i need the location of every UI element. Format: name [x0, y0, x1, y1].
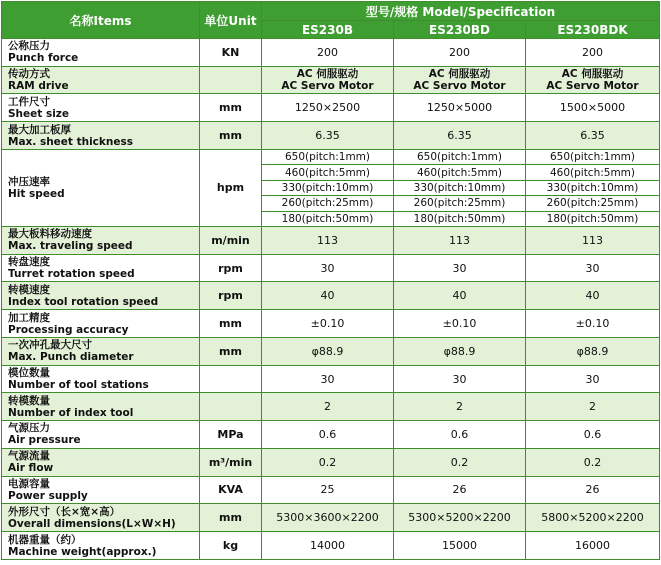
value-line: AC 伺服驱动 — [561, 68, 624, 81]
model-header-es230bdk: ES230BDK — [526, 21, 660, 39]
item-name-en: Max. sheet thickness — [8, 135, 133, 148]
hit-speed-value: 260(pitch:25mm) — [262, 196, 394, 211]
unit-cell: mm — [200, 310, 262, 338]
spec-grid — [1, 1, 660, 560]
item-name-en: Machine weight(approx.) — [8, 545, 157, 558]
unit-cell: mm — [200, 94, 262, 122]
table-row — [2, 282, 660, 310]
unit-cell: KVA — [200, 476, 262, 504]
unit-cell — [200, 393, 262, 421]
item-label — [2, 149, 200, 226]
value-line: AC Servo Motor — [546, 80, 639, 93]
value-cell: 40 — [394, 282, 526, 310]
item-name-en: Index tool rotation speed — [8, 295, 159, 308]
item-name-en: Number of tool stations — [8, 379, 149, 391]
item-name-en: Hit speed — [8, 187, 65, 200]
hit-speed-value: 180(pitch:50mm) — [526, 211, 660, 226]
table-row — [2, 448, 660, 476]
value-cell: 40 — [526, 282, 660, 310]
value-cell: 1500×5000 — [526, 94, 660, 122]
item-label — [2, 282, 200, 310]
value-cell: 26 — [394, 476, 526, 504]
hit-speed-value: 650(pitch:1mm) — [262, 149, 394, 164]
item-name-en: RAM drive — [8, 80, 69, 93]
item-label — [2, 393, 200, 421]
value-cell — [526, 66, 660, 94]
table-row — [2, 337, 660, 365]
table-row — [2, 476, 660, 504]
item-name-en: Air flow — [8, 462, 54, 475]
item-name-en: Punch force — [8, 52, 79, 65]
value-cell: 40 — [262, 282, 394, 310]
item-name-zh: 最大板料移动速度 — [8, 228, 92, 241]
item-name-zh: 转模速度 — [8, 283, 50, 296]
value-cell: 14000 — [262, 532, 394, 560]
item-name-zh: 转盘速度 — [8, 256, 50, 269]
value-cell: ±0.10 — [394, 310, 526, 338]
item-label — [2, 504, 200, 532]
value-cell: 200 — [262, 39, 394, 67]
item-name-zh: 外形尺寸（长×宽×高） — [8, 505, 121, 518]
item-name-en: Power supply — [8, 489, 88, 502]
specification-table — [1, 1, 659, 560]
value-cell: ±0.10 — [262, 310, 394, 338]
unit-header: 单位Unit — [200, 2, 262, 39]
value-cell: φ88.9 — [394, 337, 526, 365]
value-cell: 30 — [262, 254, 394, 282]
value-cell: 15000 — [394, 532, 526, 560]
item-name-zh: 公称压力 — [8, 40, 50, 53]
unit-cell: m³/min — [200, 448, 262, 476]
table-row — [2, 365, 660, 393]
value-cell: 16000 — [526, 532, 660, 560]
value-cell: 113 — [526, 226, 660, 254]
item-name-en: Air pressure — [8, 434, 81, 447]
hit-speed-value: 650(pitch:1mm) — [526, 149, 660, 164]
value-cell: 30 — [526, 254, 660, 282]
table-row — [2, 421, 660, 449]
hit-speed-row — [2, 149, 660, 164]
item-label — [2, 421, 200, 449]
item-label — [2, 254, 200, 282]
value-line: AC 伺服驱动 — [428, 68, 491, 81]
item-label — [2, 310, 200, 338]
value-line: AC Servo Motor — [281, 80, 374, 93]
item-name-zh: 一次冲孔最大尺寸 — [8, 339, 92, 352]
value-cell: 6.35 — [262, 122, 394, 150]
table-row — [2, 254, 660, 282]
item-name-zh: 气源流量 — [8, 450, 50, 463]
value-line: AC 伺服驱动 — [296, 68, 359, 81]
item-name-zh: 机器重量（约） — [8, 533, 82, 546]
item-label — [2, 476, 200, 504]
value-cell: 2 — [526, 393, 660, 421]
value-cell: 25 — [262, 476, 394, 504]
value-line: AC Servo Motor — [413, 80, 506, 93]
item-name-en: Processing accuracy — [8, 323, 129, 336]
value-cell: 113 — [262, 226, 394, 254]
value-cell: 30 — [526, 365, 660, 393]
item-name-zh: 冲压速率 — [8, 175, 50, 188]
hit-speed-value: 180(pitch:50mm) — [262, 211, 394, 226]
unit-cell: KN — [200, 39, 262, 67]
value-cell: 200 — [526, 39, 660, 67]
item-name-zh: 转模数量 — [8, 394, 50, 407]
value-cell: 26 — [526, 476, 660, 504]
hit-speed-value: 260(pitch:25mm) — [394, 196, 526, 211]
table-row — [2, 66, 660, 94]
unit-cell: MPa — [200, 421, 262, 449]
value-cell: 5800×5200×2200 — [526, 504, 660, 532]
unit-cell: mm — [200, 122, 262, 150]
hit-speed-value: 330(pitch:10mm) — [526, 180, 660, 195]
unit-cell: m/min — [200, 226, 262, 254]
unit-cell — [200, 66, 262, 94]
item-name-en: Overall dimensions(L×W×H) — [8, 517, 176, 530]
value-cell: 1250×2500 — [262, 94, 394, 122]
value-cell: ±0.10 — [526, 310, 660, 338]
table-row — [2, 94, 660, 122]
value-cell — [394, 66, 526, 94]
value-cell: 0.6 — [526, 421, 660, 449]
hit-speed-value: 460(pitch:5mm) — [526, 165, 660, 180]
table-row — [2, 504, 660, 532]
value-cell: 2 — [262, 393, 394, 421]
hit-speed-value: 460(pitch:5mm) — [262, 165, 394, 180]
model-header-es230bd: ES230BD — [394, 21, 526, 39]
item-label — [2, 365, 200, 393]
value-cell: 30 — [394, 254, 526, 282]
item-name-zh: 工件尺寸 — [8, 95, 50, 108]
item-name-en: Max. Punch diameter — [8, 351, 134, 364]
value-cell: 5300×5200×2200 — [394, 504, 526, 532]
item-name-zh: 最大加工板厚 — [8, 123, 71, 136]
unit-cell — [200, 365, 262, 393]
unit-cell: mm — [200, 337, 262, 365]
item-label — [2, 337, 200, 365]
value-cell: 0.6 — [262, 421, 394, 449]
value-cell: φ88.9 — [526, 337, 660, 365]
value-cell: 200 — [394, 39, 526, 67]
unit-cell: kg — [200, 532, 262, 560]
table-row — [2, 226, 660, 254]
item-label — [2, 532, 200, 560]
items-header: 名称Items — [2, 2, 200, 39]
unit-cell: rpm — [200, 254, 262, 282]
item-name-zh: 气源压力 — [8, 422, 50, 435]
value-cell: 0.2 — [262, 448, 394, 476]
item-name-en: Sheet size — [8, 107, 70, 120]
unit-cell: mm — [200, 504, 262, 532]
table-row — [2, 310, 660, 338]
item-name-zh: 电源容量 — [8, 477, 50, 490]
item-label — [2, 66, 200, 94]
table-row — [2, 532, 660, 560]
unit-cell: hpm — [200, 149, 262, 226]
table-row — [2, 39, 660, 67]
value-cell — [262, 66, 394, 94]
item-name-zh: 加工精度 — [8, 311, 50, 324]
hit-speed-value: 650(pitch:1mm) — [394, 149, 526, 164]
item-label — [2, 94, 200, 122]
item-label — [2, 226, 200, 254]
item-name-en: Number of index tool — [8, 406, 134, 419]
model-header-es230b: ES230B — [262, 21, 394, 39]
hit-speed-value: 330(pitch:10mm) — [262, 180, 394, 195]
value-cell: 0.6 — [394, 421, 526, 449]
value-cell: 0.2 — [526, 448, 660, 476]
value-cell: 30 — [262, 365, 394, 393]
value-cell: 113 — [394, 226, 526, 254]
value-cell: 0.2 — [394, 448, 526, 476]
hit-speed-value: 330(pitch:10mm) — [394, 180, 526, 195]
value-cell: 6.35 — [394, 122, 526, 150]
table-row — [2, 122, 660, 150]
item-name-zh: 传动方式 — [8, 68, 50, 81]
table-row — [2, 393, 660, 421]
item-label — [2, 122, 200, 150]
spec-header: 型号/规格 Model/Specification — [262, 2, 660, 21]
value-cell: 5300×3600×2200 — [262, 504, 394, 532]
value-cell: φ88.9 — [262, 337, 394, 365]
hit-speed-value: 180(pitch:50mm) — [394, 211, 526, 226]
value-cell: 1250×5000 — [394, 94, 526, 122]
hit-speed-value: 460(pitch:5mm) — [394, 165, 526, 180]
hit-speed-value: 260(pitch:25mm) — [526, 196, 660, 211]
item-name-en: Max. traveling speed — [8, 240, 133, 253]
item-name-zh: 模位数量 — [8, 367, 50, 379]
item-name-en: Turret rotation speed — [8, 268, 135, 281]
item-label — [2, 39, 200, 67]
item-label — [2, 448, 200, 476]
value-cell: 2 — [394, 393, 526, 421]
value-cell: 30 — [394, 365, 526, 393]
unit-cell: rpm — [200, 282, 262, 310]
value-cell: 6.35 — [526, 122, 660, 150]
